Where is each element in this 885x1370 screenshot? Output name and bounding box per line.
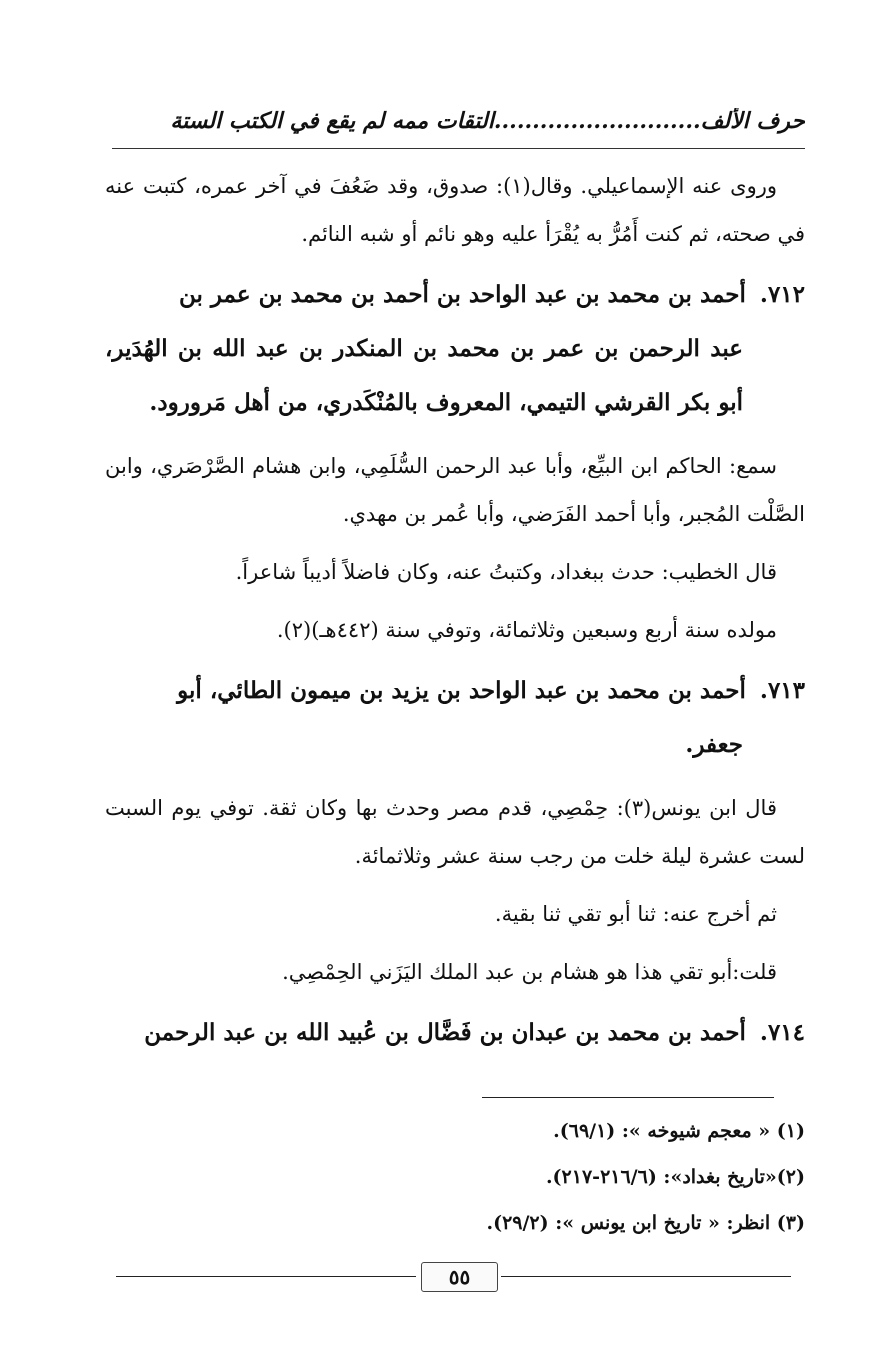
entry-number: ٧١٤. bbox=[759, 1019, 805, 1046]
paragraph: ثم أخرج عنه: ثنا أبو تقي ثنا بقية. bbox=[494, 902, 777, 926]
paragraph: قال الخطيب: حدث ببغداد، وكتبتُ عنه، وكان فاضلاً أديباً شاعراً. bbox=[235, 560, 777, 584]
paragraph: قلت:أبو تقي هذا هو هشام بن عبد الملك اليَزَني الحِمْصِي. bbox=[282, 960, 777, 984]
entry-712 bbox=[105, 268, 805, 430]
entry-heading-continuation: جعفر. bbox=[685, 731, 743, 758]
footnote-divider bbox=[482, 1097, 774, 1098]
paragraph: مولده سنة أربع وسبعين وثلاثمائة، وتوفي سنة (٤٤٢هـ)(٢). bbox=[276, 618, 777, 642]
footer-rule-right bbox=[501, 1276, 791, 1277]
page-footer bbox=[116, 1262, 791, 1292]
entry-number: ٧١٢. bbox=[759, 281, 805, 308]
running-header: حرف الألف...........................التقات ممه لم يقع في الكتب الستة bbox=[170, 108, 805, 134]
entry-713 bbox=[105, 664, 805, 772]
entry-heading-continuation: عبد الرحمن بن عمر بن محمد بن المنكدر بن عبد الله بن الهُدَير، أبو بكر القرشي التيمي، المعروف بالمُنْكَدري، من أهل مَرورود. bbox=[105, 335, 743, 416]
page-number: ٥٥ bbox=[421, 1262, 498, 1292]
paragraph: وروى عنه الإسماعيلي. وقال(١): صدوق، وقد ضَعُفَ في آخر عمره، كتبت عنه في صحته، ثم كنت أَمُرُّ به يُقْرَأ عليه وهو نائم أو شبه النائم. bbox=[105, 174, 805, 246]
footnote: (١) « معجم شيوخه »: (٦٩/١). bbox=[553, 1120, 805, 1142]
entry-number: ٧١٣. bbox=[759, 677, 805, 704]
entry-714 bbox=[105, 1006, 805, 1060]
header-divider bbox=[112, 148, 805, 149]
footnote: (٣) انظر: « تاريخ ابن يونس »: (٢٩/٢). bbox=[486, 1212, 805, 1234]
footer-rule-left bbox=[116, 1276, 416, 1277]
paragraph: قال ابن يونس(٣): حِمْصِي، قدم مصر وحدث بها وكان ثقة. توفي يوم السبت لست عشرة ليلة خلت من رجب سنة عشر وثلاثمائة. bbox=[105, 796, 805, 868]
footnotes bbox=[105, 1108, 805, 1246]
entry-heading-line: أحمد بن محمد بن عبد الواحد بن يزيد بن ميمون الطائي، أبو bbox=[177, 677, 746, 704]
paragraph: سمع: الحاكم ابن البيِّع، وأبا عبد الرحمن السُّلَمِي، وابن هشام الصَّرْصَري، وابن الصَّلْت المُجبر، وأبا أحمد الفَرَضي، وأبا عُمر بن مهدي. bbox=[105, 454, 805, 526]
entry-heading-line: أحمد بن محمد بن عبدان بن فَضَّال بن عُبيد الله بن عبد الرحمن bbox=[144, 1019, 746, 1046]
main-text bbox=[105, 162, 805, 1072]
footnote: (٢)«تاريخ بغداد»: (٢١٦/٦-٢١٧). bbox=[545, 1166, 805, 1188]
entry-heading-line: أحمد بن محمد بن عبد الواحد بن أحمد بن محمد بن عمر بن bbox=[178, 281, 746, 308]
